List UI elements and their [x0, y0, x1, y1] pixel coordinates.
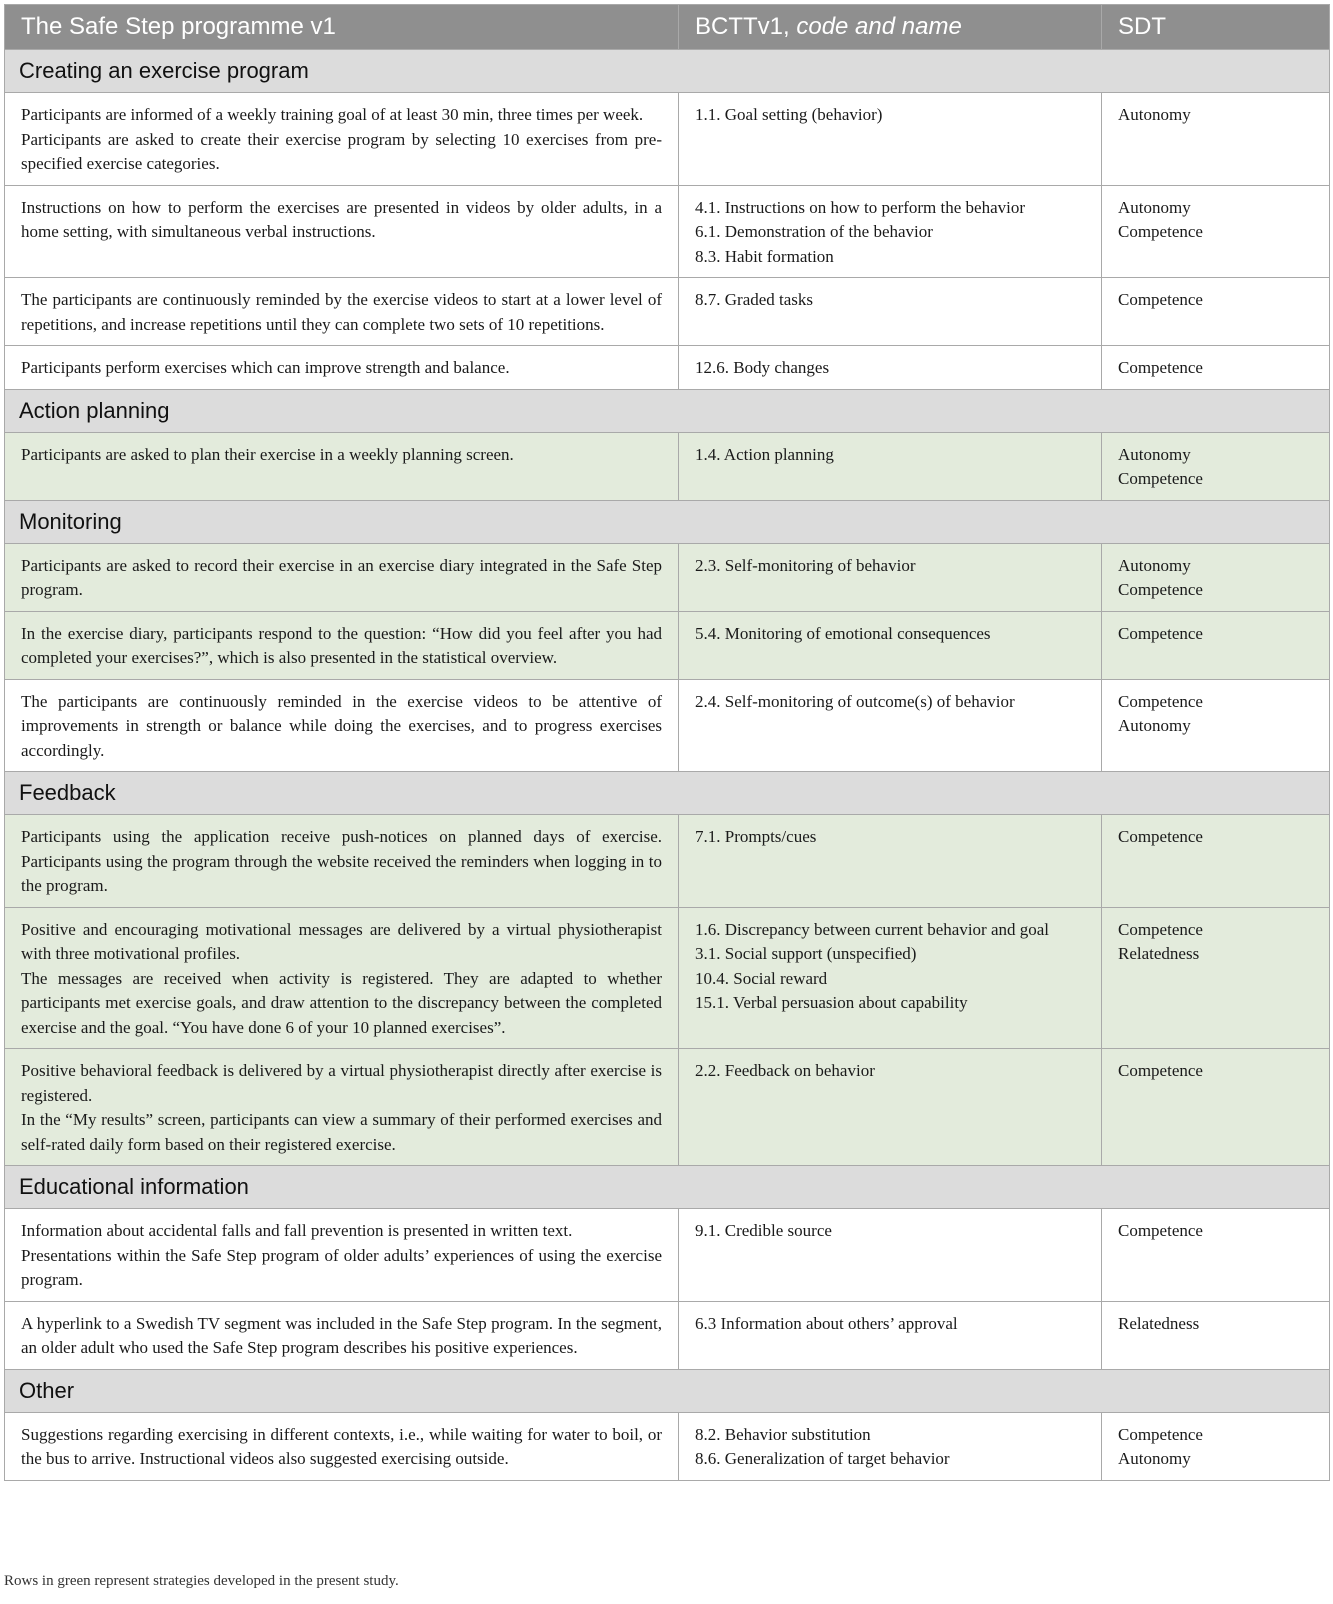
description-line: Presentations within the Safe Step program of older adults’ experiences of using the exercise program. [21, 1245, 662, 1289]
header-bctt [679, 5, 1102, 50]
description-line: In the exercise diary, participants respond to the question: “How did you feel after you had completed your exercises?”, which is also presented in the statistical overview. [21, 623, 662, 667]
description-cell [5, 543, 679, 611]
sdt-line: Competence [1118, 623, 1203, 643]
bct-line: 2.3. Self-monitoring of behavior [695, 555, 916, 575]
sdt-line: Competence [1118, 222, 1203, 241]
description-line: Positive behavioral feedback is delivered by a virtual physiotherapist directly after exercise is registered. [21, 1061, 662, 1105]
bct-line: 7.1. Prompts/cues [695, 827, 817, 846]
bct-cell [679, 543, 1102, 611]
table-row [5, 278, 1330, 346]
description-cell [5, 1209, 679, 1302]
sdt-line: Competence [1118, 1221, 1203, 1240]
description-cell [5, 611, 679, 679]
description-cell [5, 1049, 679, 1166]
description-line: Participants using the application receive push-notices on planned days of exercise. Participants using the program through the website received the reminders when logging in to the program. [21, 827, 662, 895]
sdt-cell [1102, 93, 1330, 186]
bct-cell [679, 1301, 1102, 1369]
section-title: Other [5, 1369, 1330, 1412]
description-cell [5, 185, 679, 278]
table-header [5, 5, 1330, 50]
header-row [5, 5, 1330, 50]
sdt-cell [1102, 278, 1330, 346]
table-footnote: Rows in green represent strategies developed in the present study. [4, 1573, 399, 1589]
bct-line: 15.1. Verbal persuasion about capability [695, 993, 968, 1012]
table-row [5, 907, 1330, 1049]
description-line: The messages are received when activity is registered. They are adapted to whether participants met exercise goals, and draw attention to the discrepancy between the completed exercise and the goal. “You have done 6 of your 10 planned exercises”. [21, 968, 662, 1037]
bct-cell [679, 185, 1102, 278]
bct-line: 1.1. Goal setting (behavior) [695, 105, 883, 124]
table-row [5, 1412, 1330, 1480]
table-body [5, 50, 1330, 1481]
section-title: Monitoring [5, 500, 1330, 543]
bct-line: 6.3 Information about others’ approval [695, 1313, 958, 1333]
sdt-cell [1102, 1049, 1330, 1166]
bct-cell [679, 1049, 1102, 1166]
sdt-line: Relatedness [1118, 944, 1200, 963]
section-row [5, 389, 1330, 432]
sdt-line: Competence [1118, 290, 1203, 309]
sdt-line: Autonomy [1118, 197, 1191, 217]
table-row [5, 1049, 1330, 1166]
table-row [5, 185, 1330, 278]
bct-cell [679, 346, 1102, 390]
description-line: Information about accidental falls and fall prevention is presented in written text. [21, 1221, 573, 1240]
sdt-cell [1102, 1412, 1330, 1480]
description-line: The participants are continuously reminded by the exercise videos to start at a lower level of repetitions, and increase repetitions until they can complete two sets of 10 repetitions. [21, 290, 662, 334]
description-cell [5, 432, 679, 500]
sdt-line: Autonomy [1118, 105, 1191, 124]
section-row [5, 1369, 1330, 1412]
description-line: Suggestions regarding exercising in different contexts, i.e., while waiting for water to boil, or the bus to arrive. Instructional videos also suggested exercising outside. [21, 1424, 662, 1468]
header-programme: The Safe Step programme v1 [5, 5, 679, 50]
sdt-cell [1102, 611, 1330, 679]
table-row [5, 1209, 1330, 1302]
bct-line: 6.1. Demonstration of the behavior [695, 222, 933, 241]
description-line: Participants perform exercises which can improve strength and balance. [21, 358, 510, 377]
bct-line: 12.6. Body changes [695, 358, 830, 377]
description-cell [5, 679, 679, 772]
sdt-line: Autonomy [1118, 444, 1191, 464]
description-line: A hyperlink to a Swedish TV segment was included in the Safe Step program. In the segment, an older adult who used the Safe Step program describes his positive experiences. [21, 1313, 662, 1357]
section-title: Creating an exercise program [5, 50, 1330, 93]
bct-line: 8.3. Habit formation [695, 246, 834, 266]
sdt-cell [1102, 432, 1330, 500]
bct-line: 10.4. Social reward [695, 968, 828, 988]
sdt-line: Competence [1118, 358, 1203, 377]
bct-cell [679, 93, 1102, 186]
description-line: Participants are asked to create their exercise program by selecting 10 exercises from pre-specified exercise categories. [21, 129, 662, 173]
section-row [5, 500, 1330, 543]
sdt-line: Competence [1118, 919, 1203, 939]
description-cell [5, 1301, 679, 1369]
description-line: Participants are asked to plan their exercise in a weekly planning screen. [21, 444, 514, 464]
sdt-cell [1102, 543, 1330, 611]
sdt-line: Autonomy [1118, 716, 1191, 735]
sdt-line: Competence [1118, 827, 1203, 846]
bct-line: 8.2. Behavior substitution [695, 1424, 871, 1444]
bct-cell [679, 611, 1102, 679]
bct-line: 2.2. Feedback on behavior [695, 1061, 875, 1080]
table-row [5, 679, 1330, 772]
header-sdt: SDT [1102, 5, 1330, 50]
bct-cell [679, 815, 1102, 908]
bct-line: 8.7. Graded tasks [695, 290, 814, 309]
sdt-line: Competence [1118, 1061, 1203, 1080]
sdt-cell [1102, 679, 1330, 772]
sdt-cell [1102, 815, 1330, 908]
bct-line: 8.6. Generalization of target behavior [695, 1449, 950, 1468]
description-line: Participants are informed of a weekly training goal of at least 30 min, three times per week. [21, 105, 644, 124]
description-line: In the “My results” screen, participants can view a summary of their performed exercises and self-rated daily form based on their registered exercise. [21, 1110, 662, 1154]
description-line: The participants are continuously reminded in the exercise videos to be attentive of improvements in strength or balance while doing the exercises, and to progress exercises accordingly. [21, 691, 662, 760]
bct-cell [679, 907, 1102, 1049]
section-title: Educational information [5, 1166, 1330, 1209]
bct-line: 5.4. Monitoring of emotional consequences [695, 623, 991, 643]
table-row [5, 93, 1330, 186]
description-cell [5, 815, 679, 908]
sdt-cell [1102, 185, 1330, 278]
sdt-cell [1102, 346, 1330, 390]
sdt-line: Autonomy [1118, 555, 1191, 575]
bct-cell [679, 679, 1102, 772]
sdt-cell [1102, 907, 1330, 1049]
bct-cell [679, 278, 1102, 346]
description-line: Positive and encouraging motivational messages are delivered by a virtual physiotherapist with three motivational profiles. [21, 919, 662, 963]
bct-line: 4.1. Instructions on how to perform the behavior [695, 197, 1026, 217]
sdt-line: Competence [1118, 691, 1203, 711]
section-title: Action planning [5, 389, 1330, 432]
sdt-line: Competence [1118, 1424, 1203, 1444]
sdt-cell [1102, 1209, 1330, 1302]
description-line: Participants are asked to record their exercise in an exercise diary integrated in the Safe Step program. [21, 555, 662, 599]
sdt-line: Autonomy [1118, 1449, 1191, 1468]
section-row [5, 50, 1330, 93]
sdt-cell [1102, 1301, 1330, 1369]
description-cell [5, 907, 679, 1049]
header-bctt-italic: code and name [796, 13, 962, 40]
bct-line: 2.4. Self-monitoring of outcome(s) of behavior [695, 691, 1015, 711]
bct-cell [679, 1209, 1102, 1302]
description-cell [5, 278, 679, 346]
description-cell [5, 93, 679, 186]
table-row [5, 543, 1330, 611]
bct-cell [679, 432, 1102, 500]
description-cell [5, 346, 679, 390]
table-row [5, 432, 1330, 500]
sdt-line: Competence [1118, 469, 1203, 488]
bct-line: 1.4. Action planning [695, 444, 834, 464]
sdt-line: Competence [1118, 580, 1203, 599]
sdt-line: Relatedness [1118, 1313, 1200, 1333]
table-row [5, 815, 1330, 908]
section-row [5, 1166, 1330, 1209]
description-cell [5, 1412, 679, 1480]
safe-step-bct-table [4, 4, 1330, 1481]
bct-line: 3.1. Social support (unspecified) [695, 944, 917, 963]
description-line: Instructions on how to perform the exercises are presented in videos by older adults, in a home setting, with simultaneous verbal instructions. [21, 197, 662, 241]
section-title: Feedback [5, 772, 1330, 815]
section-row [5, 772, 1330, 815]
table-row [5, 346, 1330, 390]
header-bctt-plain: BCTTv1, [695, 13, 797, 40]
bct-line: 1.6. Discrepancy between current behavior and goal [695, 919, 1050, 939]
table-row [5, 1301, 1330, 1369]
bct-line: 9.1. Credible source [695, 1221, 832, 1240]
bct-cell [679, 1412, 1102, 1480]
table-row [5, 611, 1330, 679]
